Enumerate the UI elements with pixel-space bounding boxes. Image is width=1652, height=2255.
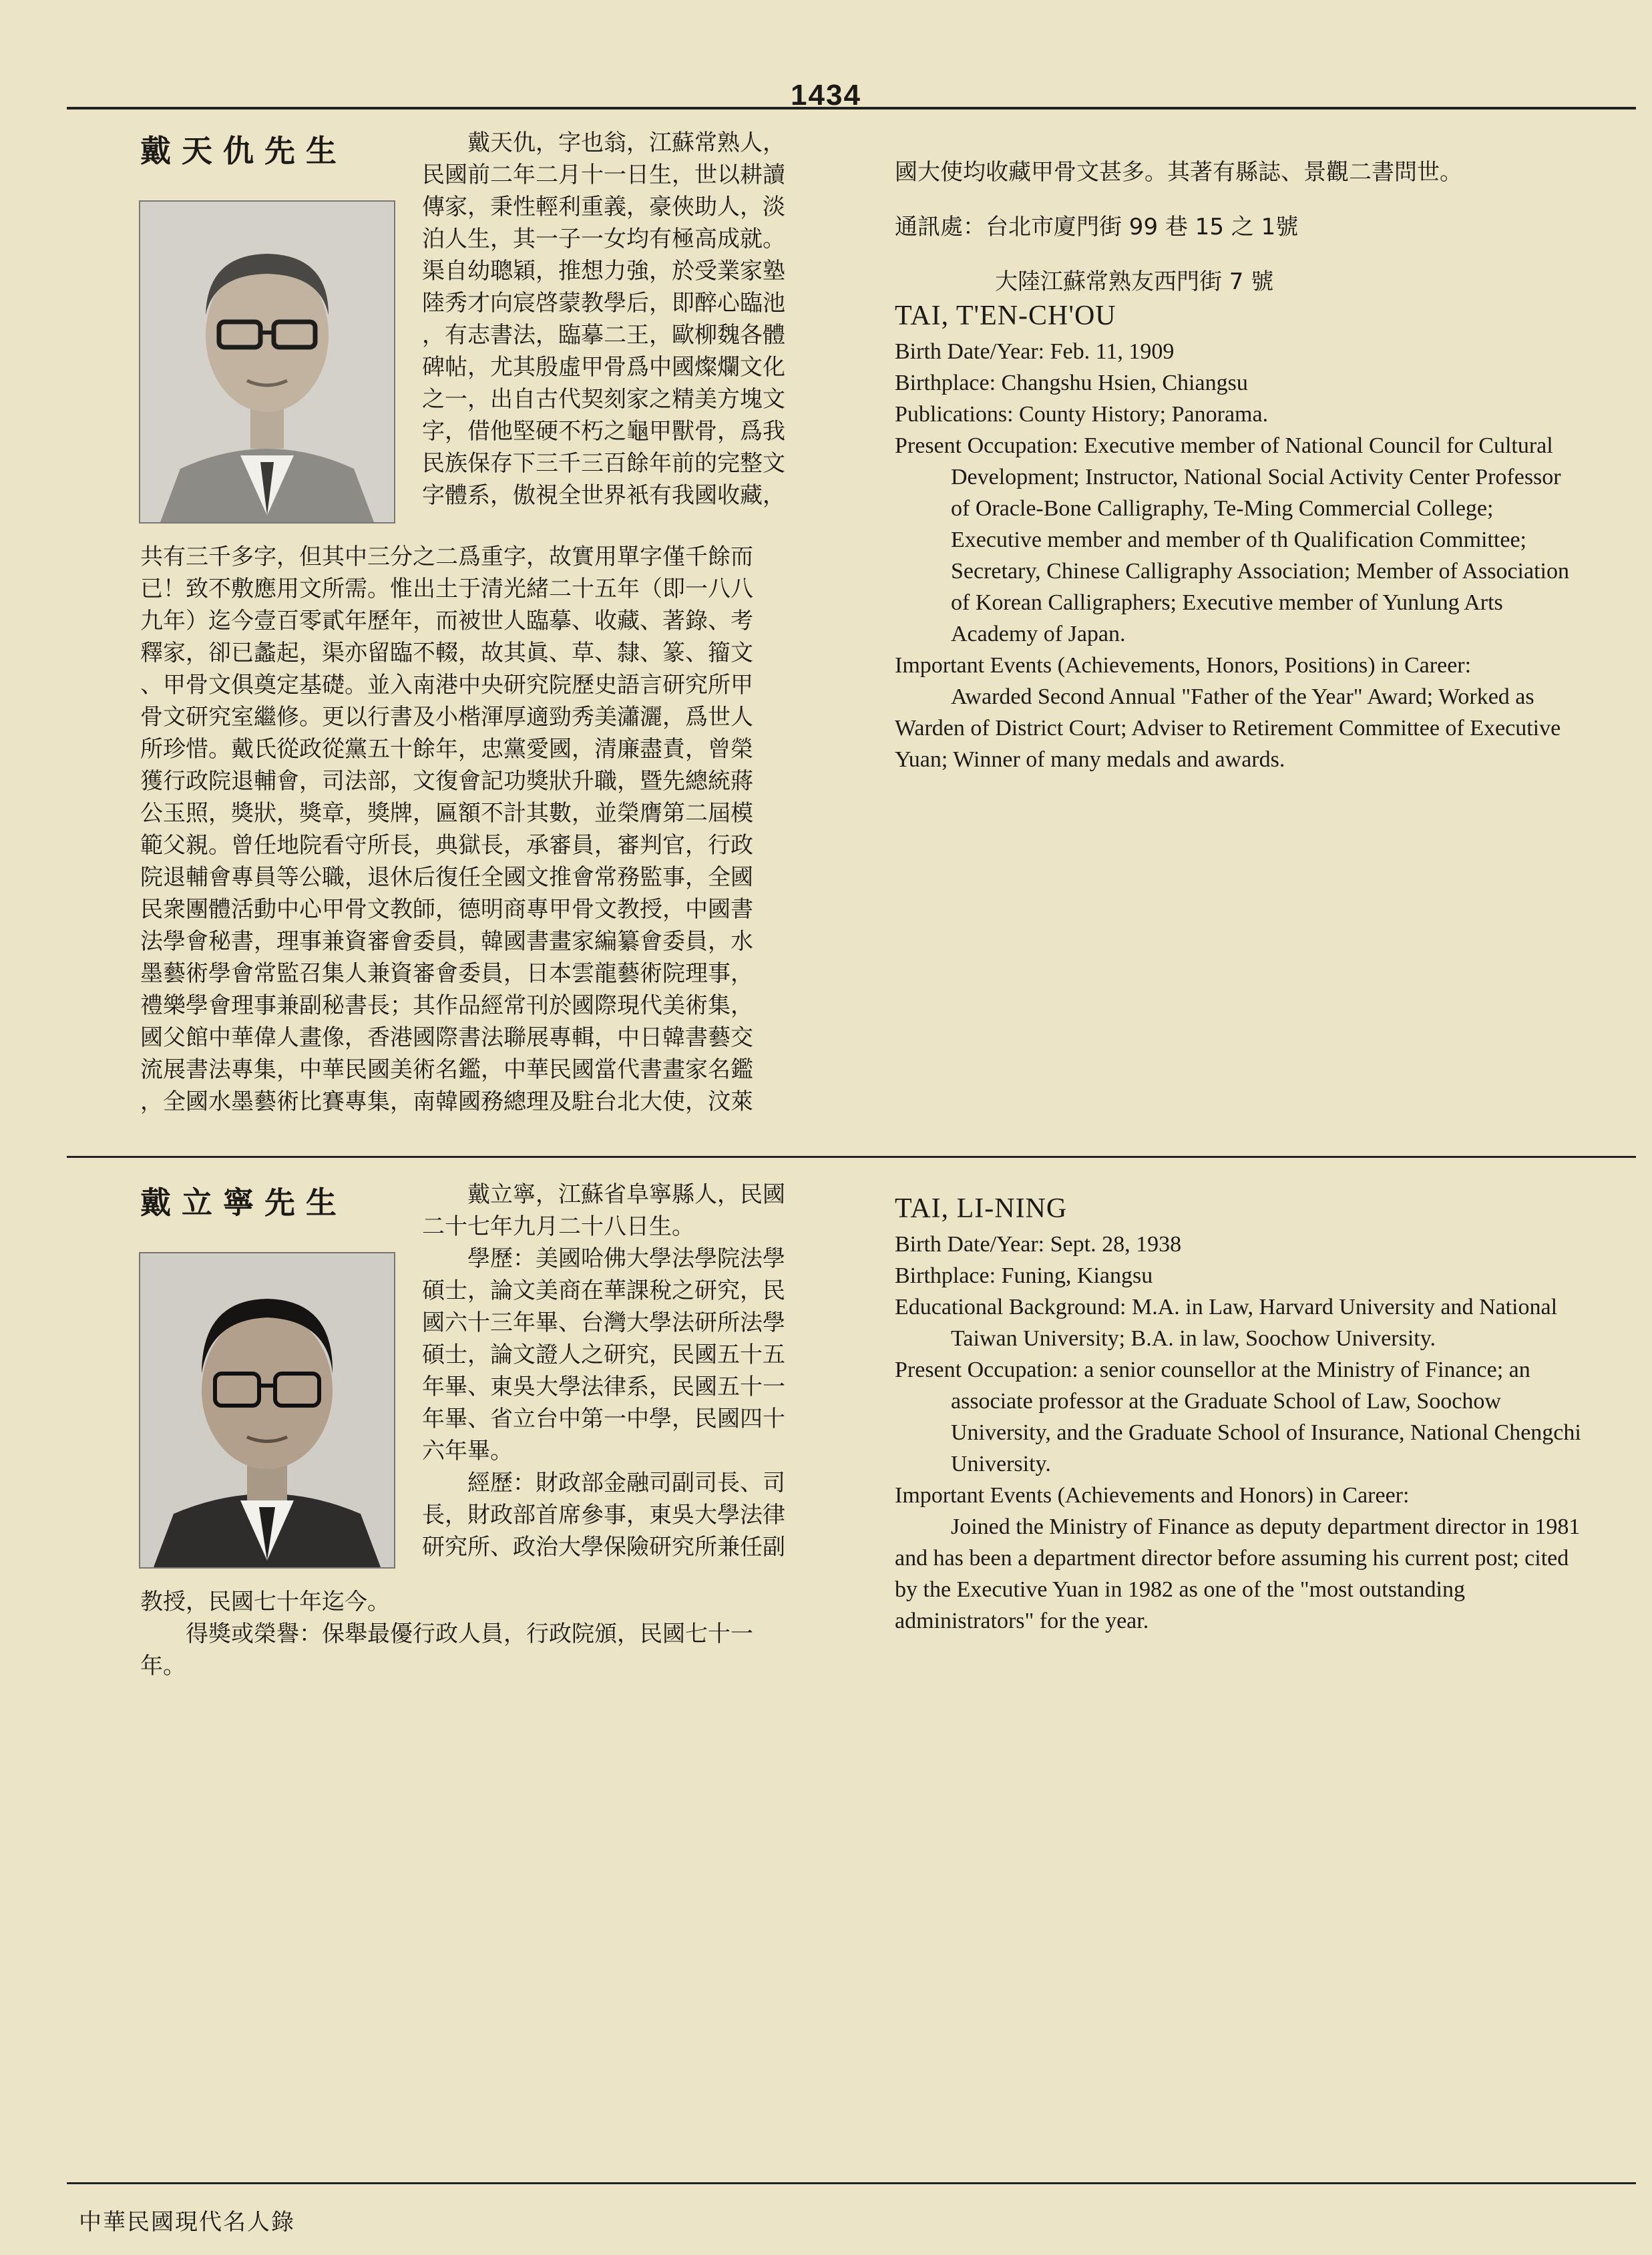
chinese-name: 戴立寧先生 <box>140 1185 347 1221</box>
english-bio <box>895 1193 1583 1637</box>
important-events: Joined the Ministry of Finance as deputy department director in 1981 and has been a department director before assuming his current post; cited by the Executive Yuan in 1982 as one of the "most outstanding administrators" for the year. <box>895 1514 1581 1633</box>
bio-line: 研究所、政治大學保險研究所兼任副 <box>422 1534 785 1561</box>
bio-line: 民衆團體活動中心甲骨文教師，德明商專甲骨文教授，中國書 <box>140 896 753 923</box>
chinese-bio-side <box>422 127 843 511</box>
birth-date: Birth Date/Year: Feb. 11, 1909 <box>895 339 1175 364</box>
page-number: 1434 <box>791 79 861 112</box>
important-events-heading: Important Events (Achievements, Honors, Positions) in Career: <box>895 653 1472 678</box>
bio-line: 國父館中華偉人畫像，香港國際書法聯展專輯，中日韓書藝交 <box>140 1024 753 1051</box>
educational-background: Educational Background: M.A. in Law, Harvard University and National Taiwan University; B.A. in law, Soochow University. <box>895 1295 1558 1351</box>
bio-line: 二十七年九月二十八日生。 <box>422 1213 694 1240</box>
address-taipei: 台北市廈門街 99 巷 15 之 1號 <box>986 214 1299 240</box>
bio-line: 範父親。曾任地院看守所長，典獄長，承審員，審判官，行政 <box>140 832 753 859</box>
bio-line: 國六十三年畢、台灣大學法研所法學 <box>422 1309 785 1336</box>
chinese-bio-continued <box>895 134 1583 321</box>
bio-line: 傳家，秉性輕利重義，豪俠助人，淡 <box>422 194 785 220</box>
bio-line: 所珍惜。戴氏從政從黨五十餘年，忠黨愛國，清廉盡責，曾榮 <box>140 736 753 763</box>
portrait-photo <box>139 1252 395 1569</box>
bio-line: 已！致不敷應用文所需。惟出土于清光緒二十五年（即一八八 <box>140 576 753 602</box>
publication-title-footer: 中華民國現代名人錄 <box>79 2209 295 2236</box>
bio-line: 法學會秘書，理事兼資審會委員，韓國書畫家編纂會委員，水 <box>140 928 753 955</box>
chinese-bio-wide <box>140 1586 841 1682</box>
bio-line: 年畢、東吳大學法律系，民國五十一 <box>422 1374 785 1400</box>
bio-line: 之一，出自古代契刻家之精美方塊文 <box>422 386 785 413</box>
birthplace: Birthplace: Changshu Hsien, Chiangsu <box>895 371 1248 395</box>
bio-line: 字，借他堅硬不朽之龜甲獸骨，爲我 <box>422 418 785 445</box>
english-name: TAI, T'EN-CH'OU <box>895 300 1116 331</box>
bio-line: 教授，民國七十年迄今。 <box>140 1589 390 1615</box>
bio-line: 泊人生，其一子一女均有極高成就。 <box>422 226 785 252</box>
bio-line: 年畢、省立台中第一中學，民國四十 <box>422 1406 785 1432</box>
bio-line: ，全國水墨藝術比賽專集，南韓國務總理及駐台北大使，汶萊 <box>140 1088 753 1115</box>
bio-line: 獲行政院退輔會，司法部，文復會記功獎狀升職，暨先總統蔣 <box>140 768 753 795</box>
bio-line: 碑帖，尤其殷虛甲骨爲中國燦爛文化 <box>422 354 785 381</box>
entry-tai-li-ning <box>0 1179 1652 2167</box>
bio-line: 墨藝術學會常監召集人兼資審會委員，日本雲龍藝術院理事， <box>140 960 753 987</box>
bio-line: 、甲骨文俱奠定基礎。並入南港中央研究院歷史語言研究所甲 <box>140 672 753 698</box>
important-events: Awarded Second Annual "Father of the Year" Award; Worked as Warden of District Court; Adviser to Retirement Committee of Executive Yuan; Winner of many medals and awards. <box>895 684 1561 772</box>
chinese-name: 戴天仇先生 <box>140 133 347 169</box>
bio-line: 戴天仇，字也翁，江蘇常熟人， <box>467 130 785 156</box>
birth-date: Birth Date/Year: Sept. 28, 1938 <box>895 1232 1182 1257</box>
bio-line: 渠自幼聰穎，推想力強，於受業家塾 <box>422 258 785 284</box>
bio-line: 經歷：財政部金融司副司長、司 <box>467 1470 785 1496</box>
bio-line: 禮樂學會理事兼副秘書長；其作品經常刊於國際現代美術集， <box>140 992 753 1019</box>
birthplace: Birthplace: Funing, Kiangsu <box>895 1263 1153 1288</box>
bio-line: 公玉照，獎狀，獎章，獎牌，匾額不計其數，並榮膺第二屆模 <box>140 800 753 827</box>
chinese-bio-wide <box>140 541 841 1118</box>
bio-line: 字體系，傲視全世界衹有我國收藏， <box>422 482 785 509</box>
address-label: 通訊處： <box>895 214 986 240</box>
english-name: TAI, LI-NING <box>895 1193 1068 1224</box>
section-divider <box>67 1156 1636 1158</box>
top-rule <box>67 107 1636 110</box>
bio-line: 碩士，論文證人之研究，民國五十五 <box>422 1342 785 1368</box>
bio-line: 戴立寧，江蘇省阜寧縣人，民國 <box>467 1181 785 1208</box>
present-occupation: Present Occupation: a senior counsellor at the Ministry of Finance; an associate professor at the Graduate School of Law, Soochow University, and the Graduate School of Insurance, National Chengchi University. <box>895 1358 1581 1476</box>
portrait-elder-man-icon <box>140 202 394 522</box>
bio-line: 長，財政部首席參事，東吳大學法律 <box>422 1502 785 1528</box>
publications: Publications: County History; Panorama. <box>895 402 1269 427</box>
present-occupation: Present Occupation: Executive member of National Council for Cultural Development; Instructor, National Social Activity Center Professor of Oracle-Bone Calligraphy, Te-Ming Commercial College; Executive member and member of th Qualification Committee; Secretary, Chinese Calligraphy Association; Member of Association of Korean Calligraphers; Executive member of Yunlung Arts Academy of Japan. <box>895 433 1569 646</box>
bio-line: 六年畢。 <box>422 1438 513 1464</box>
bio-line: 骨文研究室繼修。更以行書及小楷渾厚適勁秀美瀟灑，爲世人 <box>140 704 753 731</box>
chinese-bio-side <box>422 1179 843 1563</box>
address-line <box>895 211 1583 243</box>
bio-line: 院退輔會專員等公職，退休后復任全國文推會常務監事，全國 <box>140 864 753 891</box>
bio-line: 民族保存下三千三百餘年前的完整文 <box>422 450 785 477</box>
bio-line: 學歷：美國哈佛大學法學院法學 <box>467 1245 785 1272</box>
portrait-photo <box>139 200 395 524</box>
address-mainland: 大陸江蘇常熟友西門街 7 號 <box>995 268 1274 295</box>
bio-line: 九年）迄今壹百零貳年歷年，而被世人臨摹、收藏、著錄、考 <box>140 608 753 634</box>
bio-line: 國大使均收藏甲骨文甚多。其著有縣誌、景觀二書問世。 <box>895 159 1462 186</box>
bio-line: 陸秀才向宸啓蒙教學后，即醉心臨池 <box>422 290 785 317</box>
portrait-man-glasses-icon <box>140 1253 394 1567</box>
bio-line: 碩士，論文美商在華課稅之研究，民 <box>422 1277 785 1304</box>
bio-line: 得獎或榮譽：保舉最優行政人員，行政院頒，民國七十一 <box>186 1621 753 1647</box>
bio-line: ，有志書法，臨摹二王，歐柳魏各體 <box>422 322 785 349</box>
english-bio <box>895 300 1583 775</box>
bottom-rule <box>67 2182 1636 2184</box>
bio-line: 民國前二年二月十一日生，世以耕讀 <box>422 162 785 188</box>
bio-line: 釋家，卻已蠡起，渠亦留臨不輟，故其眞、草、隸、篆、籀文 <box>140 640 753 666</box>
bio-line: 共有三千多字，但其中三分之二爲重字，故實用單字僅千餘而 <box>140 544 753 570</box>
important-events-heading: Important Events (Achievements and Honors) in Career: <box>895 1483 1410 1508</box>
bio-line: 年。 <box>140 1653 186 1679</box>
bio-line: 流展書法專集，中華民國美術名鑑，中華民國當代書畫家名鑑 <box>140 1056 753 1083</box>
entry-tai-tien-chou <box>0 127 1652 1149</box>
